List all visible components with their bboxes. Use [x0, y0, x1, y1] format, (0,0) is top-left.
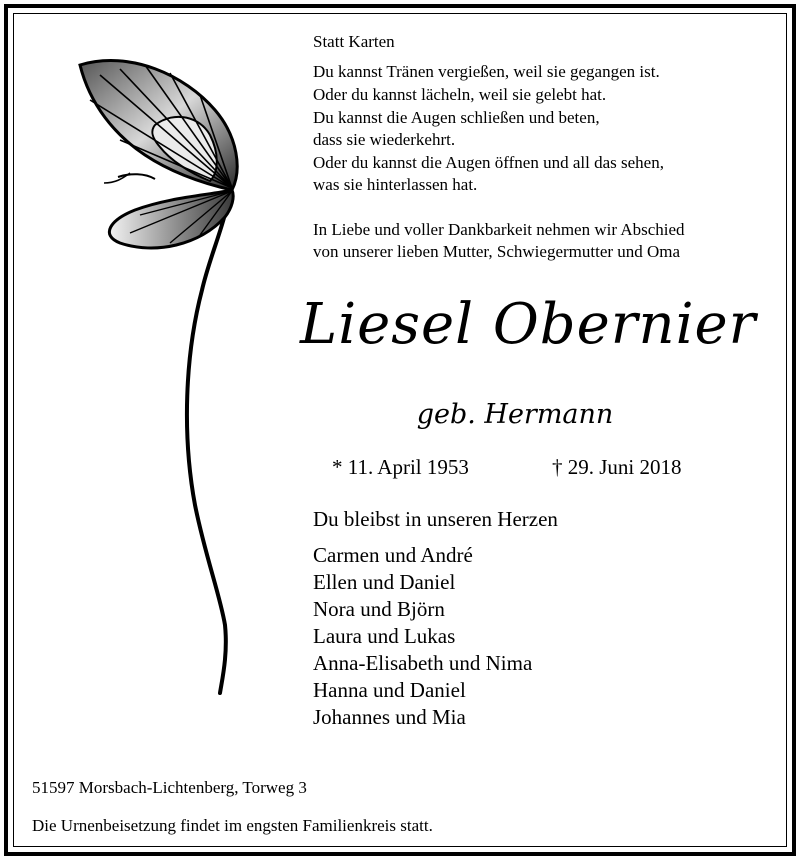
remembrance-line: Du bleibst in unseren Herzen [313, 507, 558, 531]
birth-date: * 11. April 1953 [332, 455, 469, 479]
farewell-line-1: In Liebe und voller Dankbarkeit nehmen wir Abschied [313, 220, 685, 239]
mourner-entry: Nora und Björn [313, 597, 445, 621]
poem-line-4: dass sie wiederkehrt. [313, 130, 456, 149]
mourner-entry: Anna-Elisabeth und Nima [313, 651, 533, 675]
poem-line-6: was sie hinterlassen hat. [313, 175, 478, 194]
header-label: Statt Karten [313, 32, 395, 51]
deceased-name: Liesel Obernier [300, 292, 757, 357]
butterfly-on-stem-icon [60, 55, 260, 705]
mourners-list [313, 542, 532, 731]
mourner-entry: Hanna und Daniel [313, 678, 466, 702]
mourner-entry: Johannes und Mia [313, 705, 466, 729]
mourner-entry: Carmen und André [313, 543, 473, 567]
death-date: † 29. Juni 2018 [552, 455, 682, 479]
farewell-line-2: von unserer lieben Mutter, Schwiegermutter und Oma [313, 242, 681, 261]
burial-note: Die Urnenbeisetzung findet im engsten Familienkreis statt. [32, 816, 433, 835]
poem-line-1: Du kannst Tränen vergießen, weil sie gegangen ist. [313, 62, 660, 81]
mourner-entry: Ellen und Daniel [313, 570, 456, 594]
address-line: 51597 Morsbach-Lichtenberg, Torweg 3 [32, 778, 307, 797]
poem-line-2: Oder du kannst lächeln, weil sie gelebt hat. [313, 85, 607, 104]
maiden-name: geb. Hermann [416, 399, 614, 430]
poem-line-5: Oder du kannst die Augen öffnen und all das sehen, [313, 153, 664, 172]
poem-line-3: Du kannst die Augen schließen und beten, [313, 108, 600, 127]
mourner-entry: Laura und Lukas [313, 624, 456, 648]
